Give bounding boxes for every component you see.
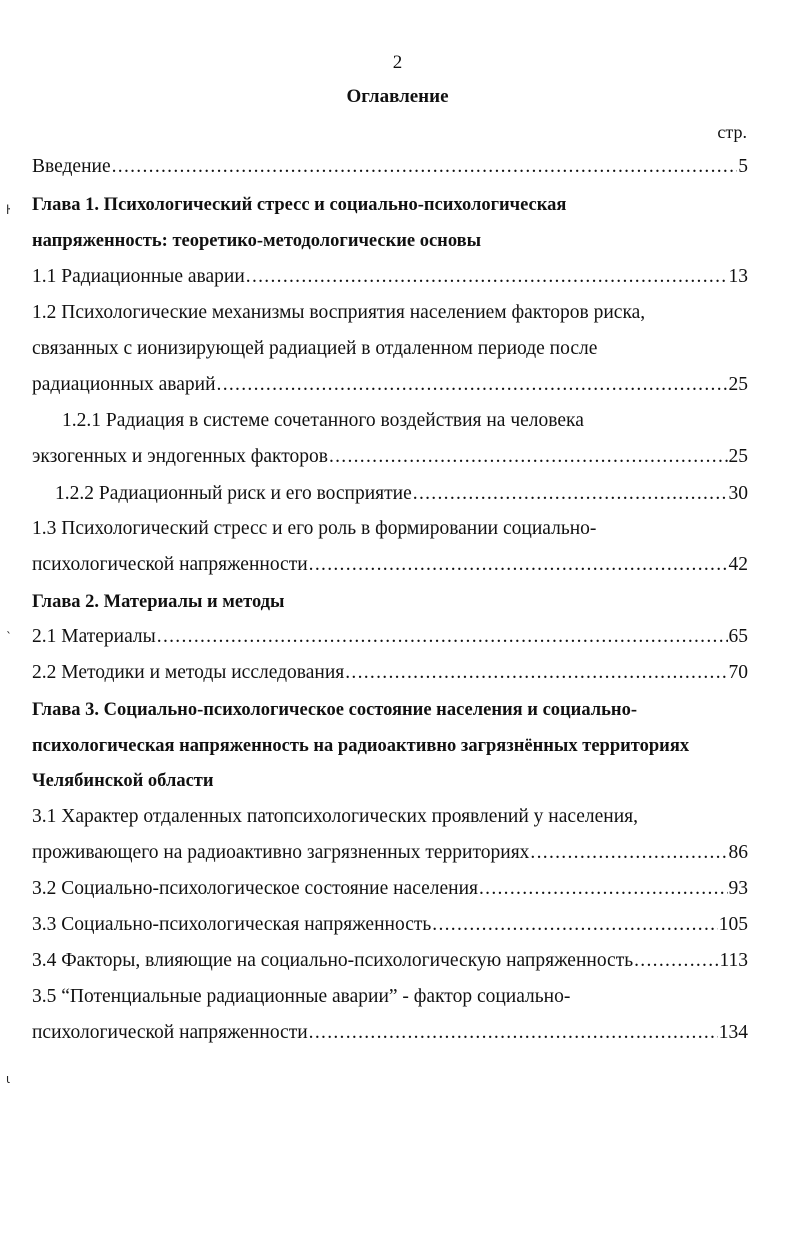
toc-entry-1-2-line-2: связанных с ионизирующей радиацией в отдаленном периоде после	[32, 338, 598, 359]
margin-mark: ι	[6, 1072, 11, 1086]
toc-entry-1-1	[32, 264, 748, 290]
toc-entry-2-2	[32, 660, 748, 686]
toc-entry-page: 86	[728, 842, 748, 863]
dot-leader	[157, 624, 728, 650]
dot-leader	[413, 481, 728, 507]
toc-entry-3-5-line-2	[32, 1020, 748, 1046]
margin-mark: ŀ	[6, 203, 11, 217]
toc-entry-page: 30	[728, 483, 748, 504]
toc-entry-text: 2.1 Материалы	[32, 626, 156, 647]
toc-entry-text: 3.2 Социально-психологическое состояние населения	[32, 878, 478, 899]
toc-entry-3-5-line-1: 3.5 “Потенциальные радиационные аварии” - фактор социально-	[32, 986, 571, 1007]
toc-entry-page: 70	[728, 662, 748, 683]
toc-entry-page: 42	[728, 554, 748, 575]
toc-entry-text: 2.2 Методики и методы исследования	[32, 662, 345, 683]
toc-entry-page: 25	[728, 446, 748, 467]
toc-entry-3-1-line-1: 3.1 Характер отдаленных патопсихологических проявлений у населения,	[32, 806, 638, 827]
toc-entry-1-2-line-3	[32, 372, 748, 398]
toc-entry-text: психологической напряженности	[32, 1022, 308, 1043]
toc-entry-1-2-2	[55, 481, 748, 507]
dot-leader	[329, 444, 728, 470]
toc-entry-page: 93	[728, 878, 748, 899]
toc-entry-1-2-1-line-2	[32, 444, 748, 470]
toc-entry-1-3-line-2	[32, 552, 748, 578]
dot-leader	[432, 912, 717, 938]
toc-entry-page: 113	[719, 950, 748, 971]
toc-entry-page: 105	[718, 914, 748, 935]
toc-entry-3-4	[32, 948, 748, 974]
toc-entry-2-1	[32, 624, 748, 650]
toc-entry-page: 13	[728, 266, 748, 287]
dot-leader	[309, 1020, 718, 1046]
toc-chapter-3-line-1: Глава 3. Социально-психологическое состояние населения и социально-	[32, 700, 637, 720]
toc-chapter-1-line-1: Глава 1. Психологический стресс и социально-психологическая	[32, 195, 567, 215]
toc-entry-introduction	[32, 154, 748, 180]
toc-entry-page: 5	[738, 156, 748, 177]
toc-entry-3-2	[32, 876, 748, 902]
toc-entry-3-3	[32, 912, 748, 938]
toc-entry-text: радиационных аварий	[32, 374, 216, 395]
dot-leader	[246, 264, 728, 290]
toc-entry-3-1-line-2	[32, 840, 748, 866]
toc-entry-text: 3.4 Факторы, влияющие на социально-психологическую напряженность	[32, 950, 634, 971]
toc-chapter-3-line-3: Челябинской области	[32, 771, 214, 791]
dot-leader	[530, 840, 727, 866]
toc-entry-text: экзогенных и эндогенных факторов	[32, 446, 328, 467]
toc-entry-1-2-1-line-1: 1.2.1 Радиация в системе сочетанного воздействия на человека	[62, 410, 584, 431]
toc-chapter-2: Глава 2. Материалы и методы	[32, 592, 285, 612]
dot-leader	[345, 660, 727, 686]
toc-entry-text: 1.2.2 Радиационный риск и его восприятие	[55, 483, 412, 504]
toc-entry-text: 1.1 Радиационные аварии	[32, 266, 245, 287]
toc-entry-page: 134	[718, 1022, 748, 1043]
toc-title: Оглавление	[346, 86, 449, 107]
dot-leader	[479, 876, 728, 902]
dot-leader	[634, 948, 718, 974]
page-number: 2	[392, 52, 403, 73]
dot-leader	[217, 372, 728, 398]
toc-entry-text: проживающего на радиоактивно загрязненных территориях	[32, 842, 530, 863]
toc-entry-page: 65	[728, 626, 748, 647]
dot-leader	[112, 154, 738, 180]
toc-entry-text: психологической напряженности	[32, 554, 308, 575]
toc-entry-1-3-line-1: 1.3 Психологический стресс и его роль в формировании социально-	[32, 518, 597, 539]
toc-entry-page: 25	[728, 374, 748, 395]
toc-chapter-1-line-2: напряженность: теоретико-методологические основы	[32, 231, 482, 251]
toc-entry-text: Введение	[32, 156, 111, 177]
toc-entry-text: 3.3 Социально-психологическая напряженность	[32, 914, 432, 935]
toc-chapter-3-line-2: психологическая напряженность на радиоактивно загрязнённых территориях	[32, 736, 690, 756]
dot-leader	[309, 552, 728, 578]
toc-entry-1-2-line-1: 1.2 Психологические механизмы восприятия населением факторов риска,	[32, 302, 646, 323]
margin-mark: `	[6, 630, 12, 644]
page-column-label: стр.	[717, 122, 747, 142]
